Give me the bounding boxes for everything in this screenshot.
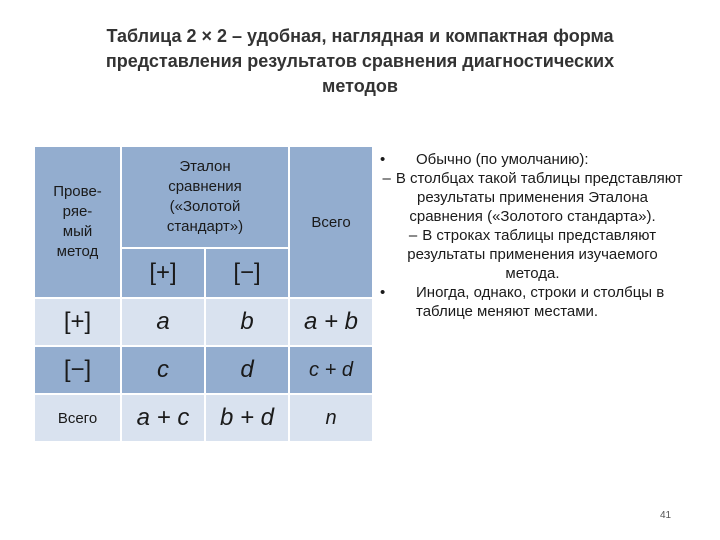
bullet-marker: • xyxy=(380,151,386,168)
reference-positive-header: [+] xyxy=(122,249,204,297)
bullet-marker: • xyxy=(380,284,386,301)
tested-method-header: Прове- ряе- мый метод xyxy=(35,147,120,297)
bullet-sometimes-text: Иногда, однако, строки и столбцы в таблице меняют местами. xyxy=(416,284,665,320)
cell-b: b xyxy=(206,299,288,345)
page-number: 41 xyxy=(660,510,672,521)
sub-bullet-columns xyxy=(380,169,685,226)
cell-a-plus-b: a + b xyxy=(290,299,372,345)
bullet-default-text: Обычно (по умолчанию): xyxy=(416,151,589,168)
sub-bullet-rows-text: В строках таблицы представляют результаты применения изучаемого метода. xyxy=(407,227,658,282)
notes-list xyxy=(380,150,685,321)
reference-negative-header: [−] xyxy=(206,249,288,297)
sub-bullet-columns-text: В столбцах такой таблицы представляют результаты применения Эталона сравнения («Золотого стандарта»). xyxy=(395,170,683,225)
cell-a: a xyxy=(122,299,204,345)
cell-n: n xyxy=(290,395,372,441)
cell-c: c xyxy=(122,347,204,393)
cell-c-plus-d: c + d xyxy=(290,347,372,393)
reference-standard-header: Эталон сравнения («Золотой стандарт») xyxy=(122,147,288,247)
row-positive-label: [+] xyxy=(35,299,120,345)
cell-d: d xyxy=(206,347,288,393)
total-row-label: Всего xyxy=(35,395,120,441)
slide-title: Таблица 2 × 2 – удобная, наглядная и компактная форма представления результатов сравнения диагностических методов xyxy=(105,26,615,96)
cell-a-plus-c: a + c xyxy=(122,395,204,441)
dash-marker: – xyxy=(382,170,391,187)
cell-b-plus-d: b + d xyxy=(206,395,288,441)
sub-bullet-rows xyxy=(380,226,685,283)
dash-marker: – xyxy=(408,227,418,244)
row-negative-label: [−] xyxy=(35,347,120,393)
bullet-sometimes xyxy=(380,283,685,321)
bullet-default xyxy=(380,150,685,169)
total-column-header: Всего xyxy=(290,147,372,297)
